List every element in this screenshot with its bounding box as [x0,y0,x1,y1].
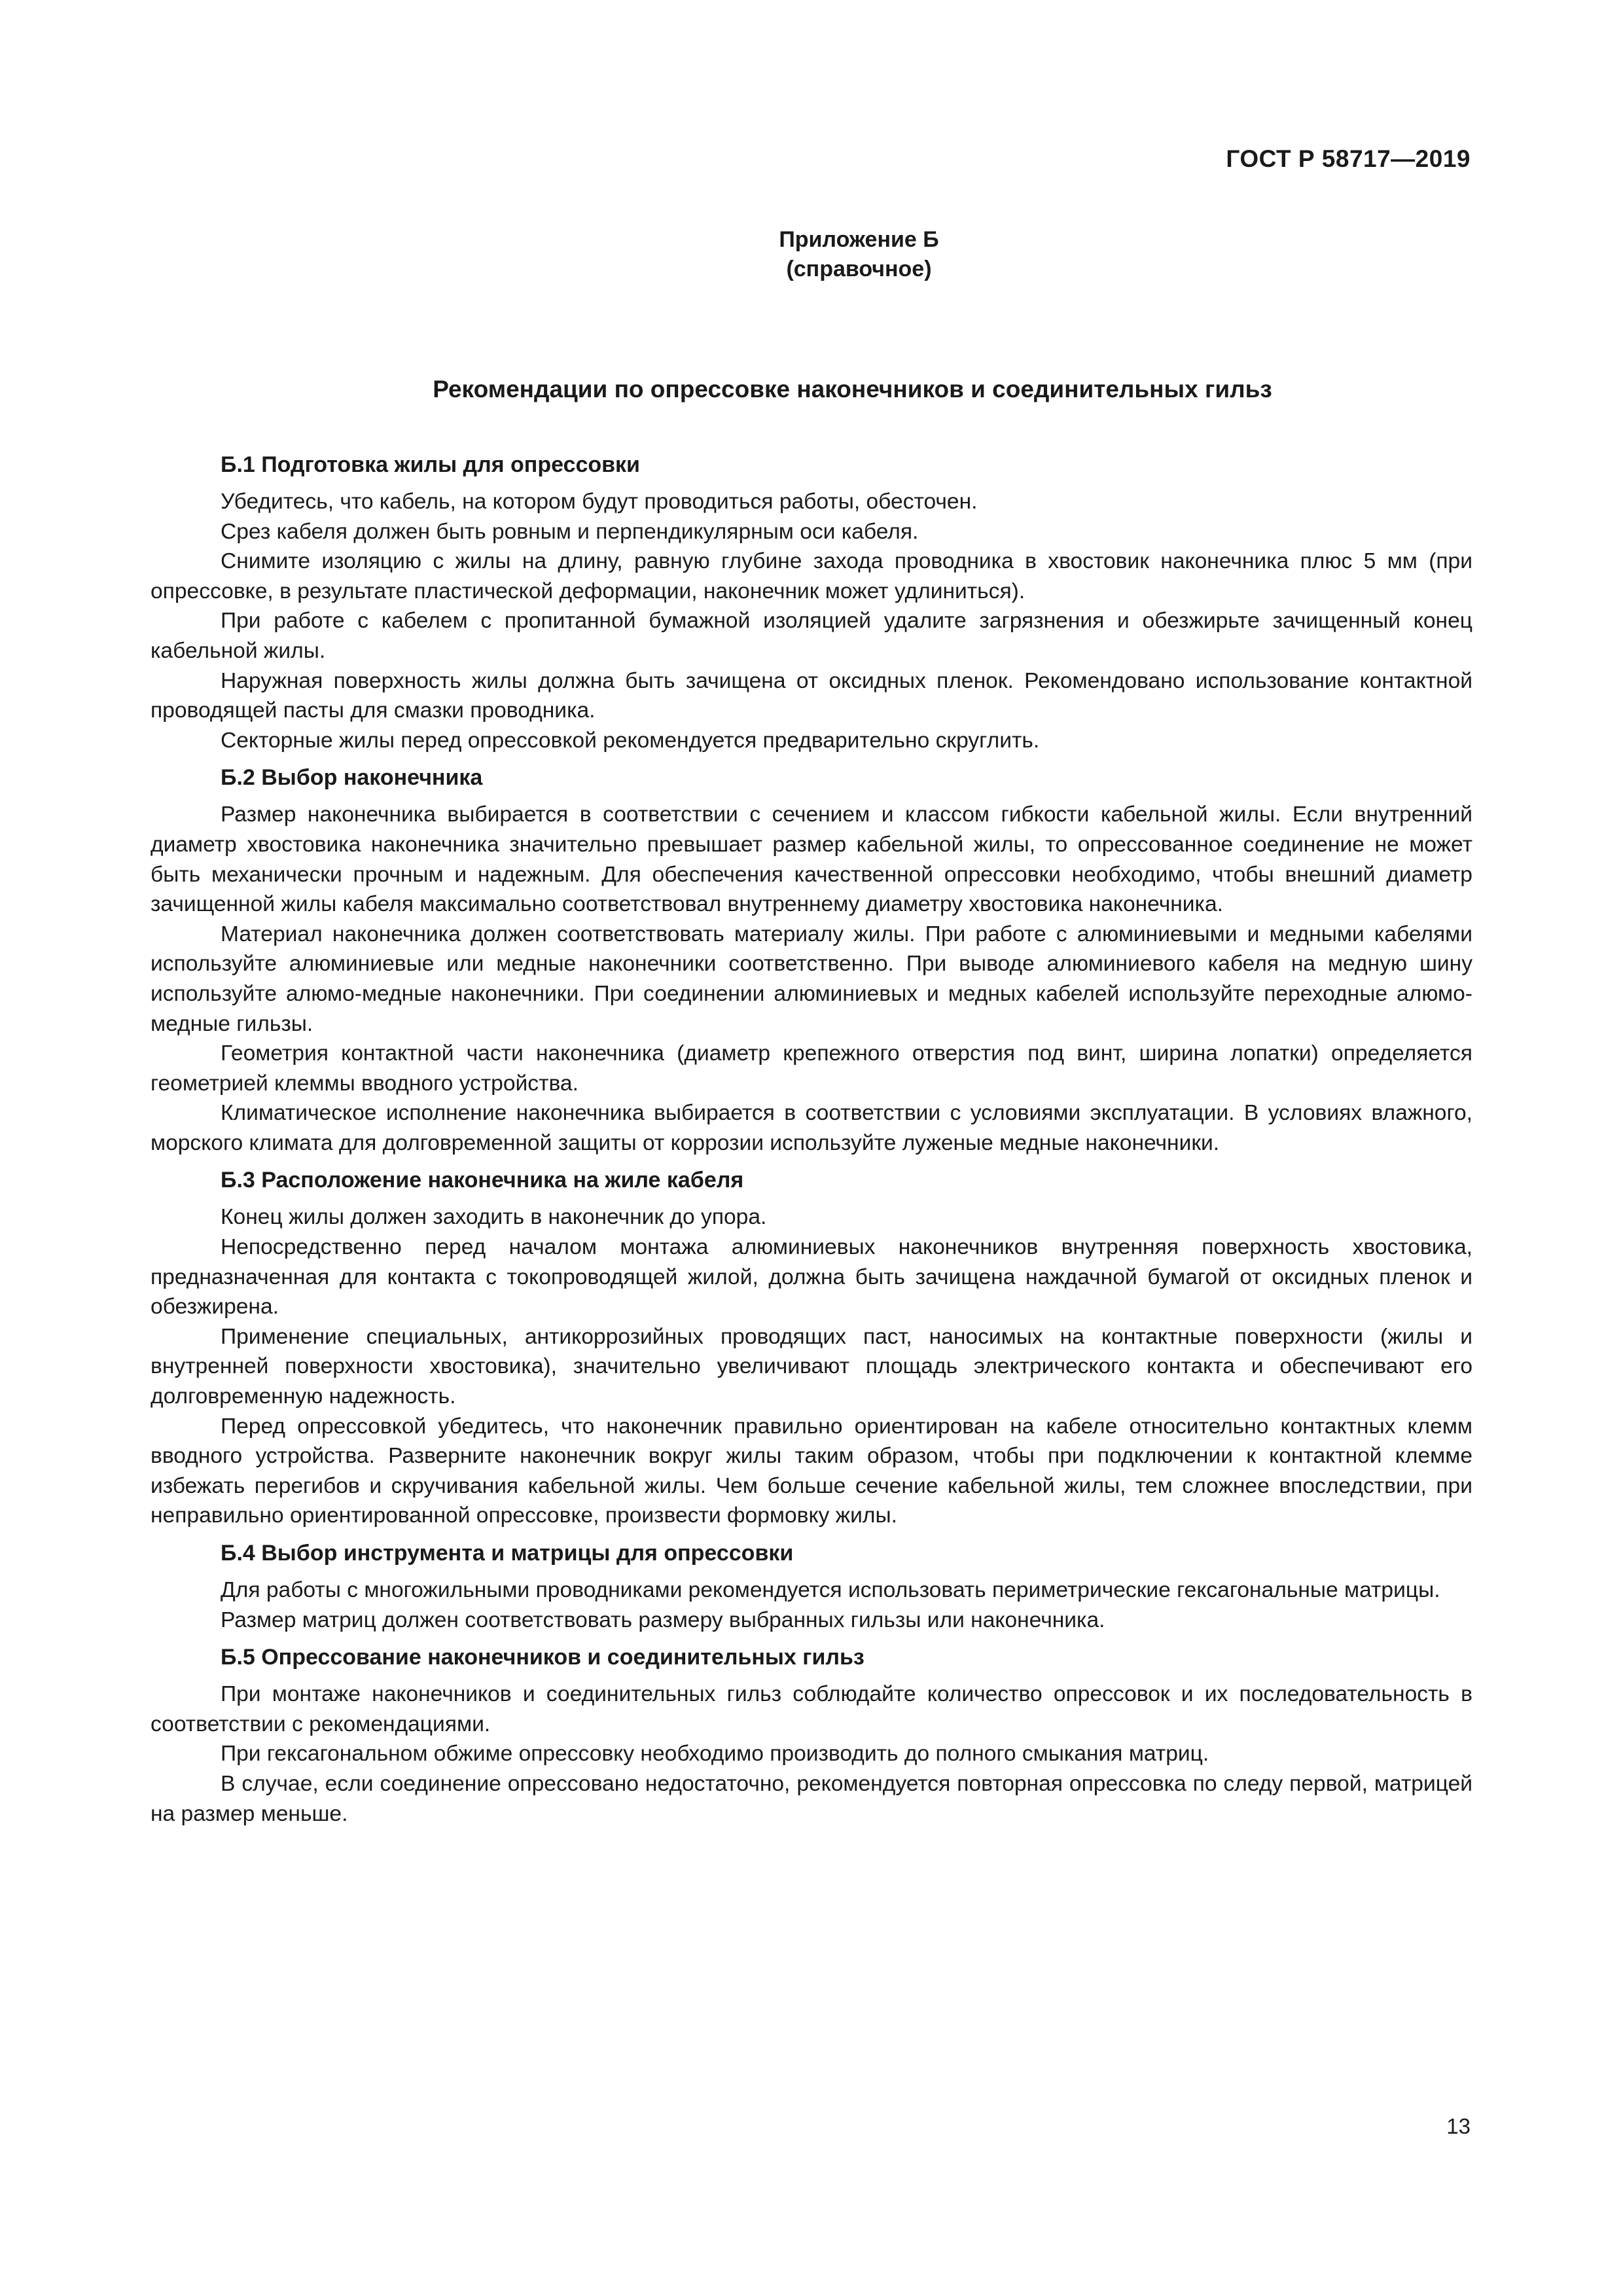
standard-code: ГОСТ Р 58717—2019 [1226,145,1471,172]
appendix-label: Приложение Б [779,227,939,252]
section-heading: Б.1 Подготовка жилы для опрессовки [221,452,640,477]
appendix-heading [0,225,1623,284]
paragraph: Материал наконечника должен соответствовать материалу жилы. При работе с алюминиевыми и медными кабелями используйте алюминиевые или медные наконечники соответственно. При выводе алюминиевого кабеля на медную шину используйте алюмо-медные наконечники. При соединении алюминиевых и медных кабелей используйте переходные алюмо-медные гильзы. [151,922,1472,1036]
paragraph: Конец жилы должен заходить в наконечник до упора. [221,1205,767,1230]
paragraph: Размер матриц должен соответствовать размеру выбранных гильзы или наконечника. [221,1607,1105,1632]
section-heading: Б.3 Расположение наконечника на жиле кабеля [221,1168,744,1193]
paragraph: Наружная поверхность жилы должна быть зачищена от оксидных пленок. Рекомендовано использование контактной проводящей пасты для смазки проводника. [151,668,1472,723]
section-heading: Б.4 Выбор инструмента и матрицы для опрессовки [221,1541,794,1566]
section-heading: Б.2 Выбор наконечника [221,765,483,791]
paragraph: Срез кабеля должен быть ровным и перпендикулярным оси кабеля. [221,519,919,544]
appendix-status: (справочное) [786,257,932,281]
paragraph: Размер наконечника выбирается в соответствии с сечением и классом гибкости кабельной жилы. Если внутренний диаметр хвостовика наконечника значительно превышает размер кабельной жилы, то опрессованное соединение не может быть механически прочным и надежным. Для обеспечения качественной опрессовки необходимо, чтобы внешний диаметр зачищенной жилы кабеля максимально соответствовал внутреннему диаметру хвостовика наконечника. [151,802,1472,917]
paragraph: Для работы с многожильными проводниками рекомендуется использовать периметрические гексагональные матрицы. [221,1578,1440,1602]
page-number: 13 [1446,2114,1471,2138]
document-body [151,450,1472,1829]
paragraph: Перед опрессовкой убедитесь, что наконечник правильно ориентирован на кабеле относительно контактных клемм вводного устройства. Разверните наконечник вокруг жилы таким образом, чтобы при подключении к контактной клемме избежать перегибов и скручивания кабельной жилы. Чем больше сечение кабельной жилы, тем сложнее впоследствии, при неправильно ориентированной опрессовке, произвести формовку жилы. [151,1414,1472,1528]
section-heading: Б.5 Опрессование наконечников и соединительных гильз [221,1645,865,1670]
paragraph: При гексагональном обжиме опрессовку необходимо производить до полного смыкания матриц. [221,1742,1209,1767]
paragraph: При работе с кабелем с пропитанной бумажной изоляцией удалите загрязнения и обезжирьте зачищенный конец кабельной жилы. [151,609,1472,663]
paragraph: При монтаже наконечников и соединительных гильз соблюдайте количество опрессовок и их последовательность в соответствии с рекомендациями. [151,1682,1472,1736]
paragraph: Убедитесь, что кабель, на котором будут проводиться работы, обесточен. [221,490,978,514]
paragraph: Климатическое исполнение наконечника выбирается в соответствии с условиями эксплуатации. В условиях влажного, морского климата для долговременной защиты от коррозии используйте луженые медные наконечники. [151,1101,1472,1155]
paragraph: Геометрия контактной части наконечника (диаметр крепежного отверстия под винт, ширина лопатки) определяется геометрией клеммы вводного устройства. [151,1041,1472,1096]
paragraph: В случае, если соединение опрессовано недостаточно, рекомендуется повторная опрессовка по следу первой, матрицей на размер меньше. [151,1771,1472,1826]
paragraph: Применение специальных, антикоррозийных проводящих паст, наносимых на контактные поверхности (жилы и внутренней поверхности хвостовика), значительно увеличивают площадь электрического контакта и обеспечивают его долговременную надежность. [151,1324,1472,1409]
document-title: Рекомендации по опрессовке наконечников и соединительных гильз [433,376,1272,403]
paragraph: Секторные жилы перед опрессовкой рекомендуется предварительно скруглить. [221,728,1040,753]
paragraph: Непосредственно перед началом монтажа алюминиевых наконечников внутренняя поверхность хвостовика, предназначенная для контакта с токопроводящей жилой, должна быть зачищена наждачной бумагой от оксидных пленок и обезжирена. [151,1235,1472,1319]
paragraph: Снимите изоляцию с жилы на длину, равную глубине захода проводника в хвостовик наконечника плюс 5 мм (при опрессовке, в результате пластической деформации, наконечник может удлиниться). [151,549,1472,603]
